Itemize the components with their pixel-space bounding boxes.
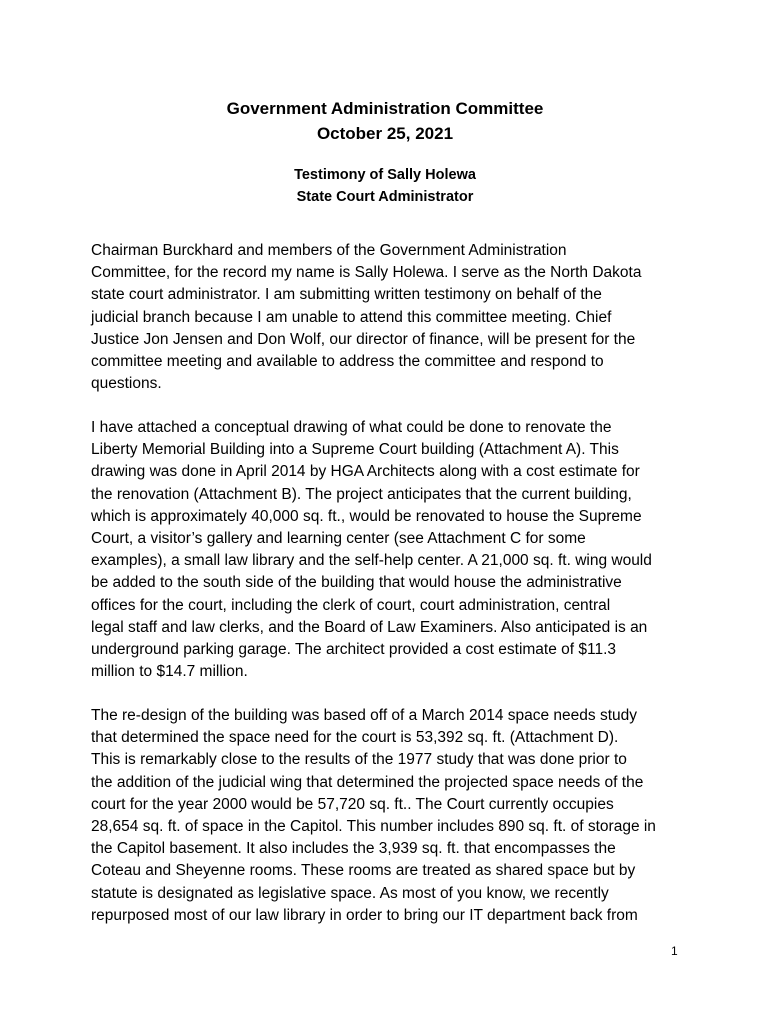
paragraph-line: offices for the court, including the clerk of court, court administration, central	[91, 596, 611, 614]
paragraph-line: I have attached a conceptual drawing of what could be done to renovate the	[91, 419, 612, 436]
paragraph-line: be added to the south side of the building that would house the administrative	[91, 574, 622, 592]
paragraph-line: that determined the space need for the court is 53,392 sq. ft. (Attachment D).	[91, 729, 619, 747]
paragraph-line: underground parking garage. The architect provided a cost estimate of $11.3	[91, 641, 617, 659]
title-line-date: October 25, 2021	[316, 124, 454, 143]
paragraph-line: drawing was done in April 2014 by HGA Architects along with a cost estimate for	[91, 463, 640, 481]
paragraph-line: Justice Jon Jensen and Don Wolf, our director of finance, will be present for the	[91, 330, 636, 348]
document-title	[0, 96, 770, 146]
paragraph-line: state court administrator. I am submitting written testimony on behalf of the	[91, 286, 602, 304]
subtitle-line-role: State Court Administrator	[296, 189, 474, 205]
document-subtitle	[0, 164, 770, 208]
paragraph-line: examples), a small law library and the self-help center. A 21,000 sq. ft. wing would	[91, 552, 652, 570]
paragraph-line: 28,654 sq. ft. of space in the Capitol. This number includes 890 sq. ft. of storage in	[91, 818, 656, 836]
paragraph-line: questions.	[91, 375, 162, 393]
page-number: 1	[671, 944, 678, 958]
paragraph-line: which is approximately 40,000 sq. ft., would be renovated to house the Supreme	[91, 507, 642, 525]
paragraph-line: statute is designated as legislative space. As most of you know, we recently	[91, 884, 609, 902]
paragraph-renovation	[91, 417, 691, 683]
paragraph-line: judicial branch because I am unable to attend this committee meeting. Chief	[91, 308, 612, 326]
paragraph-line: the addition of the judicial wing that determined the projected space needs of the	[91, 773, 644, 791]
paragraph-space-needs	[91, 705, 691, 927]
subtitle-line-testimony: Testimony of Sally Holewa	[294, 167, 476, 183]
paragraph-line: Court, a visitor’s gallery and learning center (see Attachment C for some	[91, 530, 586, 548]
paragraph-line: Chairman Burckhard and members of the Government Administration	[91, 242, 567, 259]
paragraph-line: committee meeting and available to address the committee and respond to	[91, 353, 604, 371]
title-line-committee: Government Administration Committee	[226, 99, 544, 118]
paragraph-line: This is remarkably close to the results of the 1977 study that was done prior to	[91, 751, 627, 769]
paragraph-line: Committee, for the record my name is Sally Holewa. I serve as the North Dakota	[91, 264, 642, 282]
paragraph-line: Coteau and Sheyenne rooms. These rooms are treated as shared space but by	[91, 862, 636, 880]
paragraph-line: repurposed most of our law library in order to bring our IT department back from	[91, 906, 638, 924]
paragraph-line: court for the year 2000 would be 57,720 sq. ft.. The Court currently occupies	[91, 795, 614, 813]
paragraph-introduction	[91, 240, 691, 395]
paragraph-line: million to $14.7 million.	[91, 663, 248, 681]
paragraph-line: legal staff and law clerks, and the Board of Law Examiners. Also anticipated is an	[91, 618, 648, 636]
paragraph-line: the Capitol basement. It also includes the 3,939 sq. ft. that encompasses the	[91, 840, 616, 858]
paragraph-line: the renovation (Attachment B). The project anticipates that the current building,	[91, 485, 632, 503]
paragraph-line: The re-design of the building was based off of a March 2014 space needs study	[91, 707, 638, 724]
paragraph-line: Liberty Memorial Building into a Supreme Court building (Attachment A). This	[91, 441, 619, 459]
